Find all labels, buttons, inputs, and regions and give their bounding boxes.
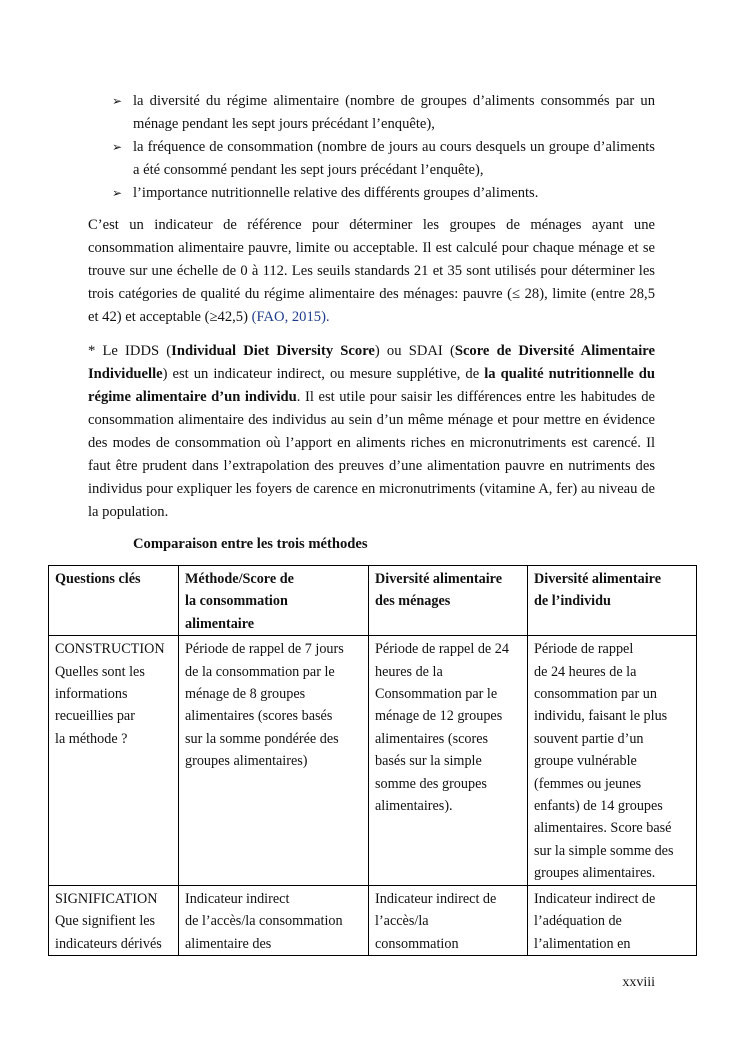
bold-run: Individual Diet Diversity Score xyxy=(171,343,375,359)
table-cell: Indicateur indirect de l’accès/la consommation xyxy=(369,885,528,955)
bullet-item xyxy=(88,90,655,136)
page-number: xxviii xyxy=(622,975,655,990)
idds-paragraph xyxy=(88,340,655,524)
bullet-text: l’importance nutritionnelle relative des différents groupes d’aliments. xyxy=(133,185,539,201)
header-cell: Diversité alimentaire de l’individu xyxy=(528,566,697,636)
table-cell: SIGNIFICATION Que signifient les indicateurs dérivés xyxy=(49,885,179,955)
header-cell: Questions clés xyxy=(49,566,179,636)
header-cell: Méthode/Score de la consommation alimentaire xyxy=(179,566,369,636)
paragraph-text: C’est un indicateur de référence pour déterminer les groupes de ménages ayant une consommation alimentaire pauvre, limite ou acceptable. Il est calculé pour chaque ménage et se trouve sur une échelle de 0 à 112. Les seuils standards 21 et 35 sont utilisés pour déterminer les trois catégories de qualité du régime alimentaire des ménages: pauvre (≤ 28), limite (entre 28,5 et 42) et acceptable (≥42,5) xyxy=(88,217,655,325)
arrow-bullet-icon: ➢ xyxy=(112,140,123,154)
header-cell: Diversité alimentaire des ménages xyxy=(369,566,528,636)
text-run: ) ou SDAI ( xyxy=(374,343,455,359)
text-run: ) est un indicateur indirect, ou mesure supplétive, de xyxy=(162,366,485,382)
text-run: . Il est utile pour saisir les différences entre les habitudes de consommation alimentaire des individus au sein d’un même ménage et pour mettre en évidence des modes de consommation où l’apport en aliments riches en micronutriments est carencé. Il faut être prudent dans l’extrapolation des preuves d’une alimentation pauvre en nutriments des individus pour expliquer les foyers de carence en micronutriments (vitamine A, fer) au niveau de la population. xyxy=(88,389,655,520)
table-caption: Comparaison entre les trois méthodes xyxy=(133,536,368,552)
text-run: * Le IDDS ( xyxy=(88,343,172,359)
table-row xyxy=(49,885,697,955)
criteria-bullet-list xyxy=(88,90,655,205)
indicator-paragraph xyxy=(88,214,655,329)
arrow-bullet-icon: ➢ xyxy=(112,94,123,108)
bullet-item xyxy=(88,136,655,182)
arrow-bullet-icon: ➢ xyxy=(112,186,123,200)
comparison-table xyxy=(48,565,697,956)
bullet-item xyxy=(88,182,655,205)
bullet-text: la fréquence de consommation (nombre de jours au cours desquels un groupe d’aliments a été consommé pendant les sept jours précédant l’enquête), xyxy=(133,139,655,178)
table-row xyxy=(49,636,697,885)
bold-run: Score de Diversité Alimentaire Individuelle xyxy=(88,343,655,382)
table-cell: Indicateur indirect de l’accès/la consommation alimentaire des xyxy=(179,885,369,955)
citation-link: (FAO, 2015). xyxy=(251,309,330,325)
table-cell: Indicateur indirect de l’adéquation de l’alimentation en xyxy=(528,885,697,955)
bullet-text: la diversité du régime alimentaire (nombre de groupes d’aliments consommés par un ménage pendant les sept jours précédant l’enquête), xyxy=(133,93,655,132)
table-cell: Période de rappel de 7 jours de la consommation par le ménage de 8 groupes alimentaires (scores basés sur la somme pondérée des groupes alimentaires) xyxy=(179,636,369,885)
table-cell: Période de rappel de 24 heures de la Consommation par le ménage de 12 groupes alimentaires (scores basés sur la simple somme des groupes alimentaires). xyxy=(369,636,528,885)
bold-run: la qualité nutritionnelle du régime alimentaire d’un individu xyxy=(88,366,656,405)
table-header-row xyxy=(49,566,697,636)
table-cell: Période de rappel de 24 heures de la consommation par un individu, faisant le plus souvent partie d’un groupe vulnérable (femmes ou jeunes enfants) de 14 groupes alimentaires. Score basé sur la simple somme des groupes alimentaires. xyxy=(528,636,697,885)
table-cell: CONSTRUCTION Quelles sont les informations recueillies par la méthode ? xyxy=(49,636,179,885)
